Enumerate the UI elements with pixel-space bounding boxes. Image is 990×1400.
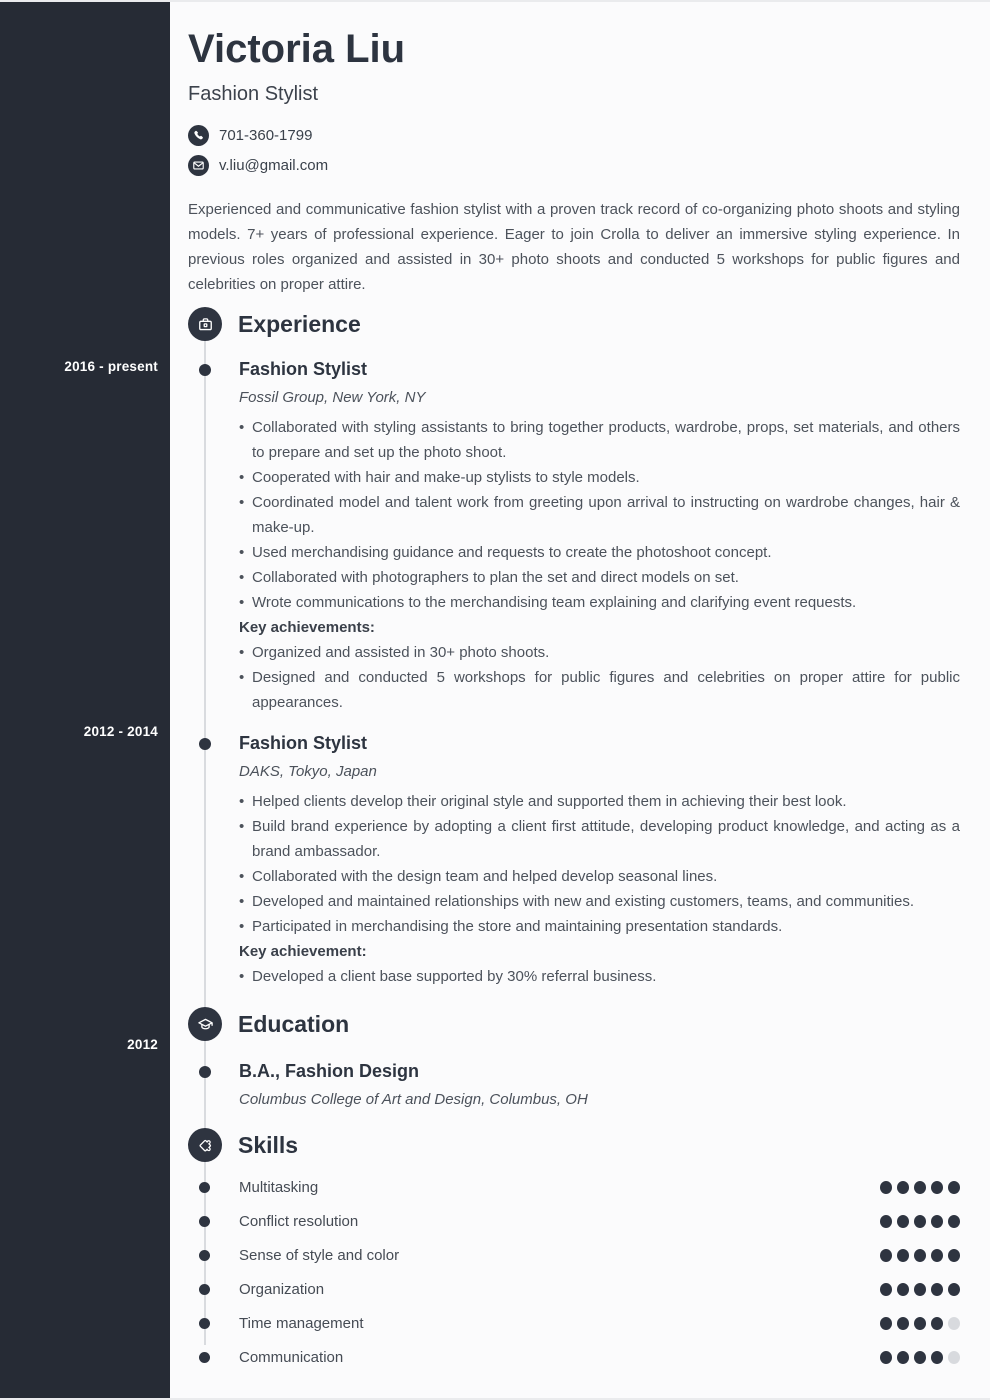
bullet-item: • Helped clients develop their original style and supported them in achieving their best look.: [239, 789, 960, 814]
rating-dot: [931, 1351, 943, 1364]
timeline-dot: [199, 1066, 211, 1078]
skill-row: [188, 1340, 960, 1374]
date-range-job1: 2016 - present: [64, 359, 158, 374]
bullet-item: • Participated in merchandising the store and maintaining presentation standards.: [239, 914, 960, 939]
rating-dot: [880, 1181, 892, 1194]
key-achievements-label: Key achievements:: [239, 619, 375, 636]
rating-dot: [914, 1317, 926, 1330]
rating-dot: [880, 1249, 892, 1262]
skill-label: Multitasking: [239, 1178, 319, 1196]
page-top-edge: [0, 0, 990, 2]
skill-label: Sense of style and color: [239, 1246, 400, 1264]
skill-rating: [880, 1283, 960, 1296]
job-bullet-list: [239, 415, 960, 615]
bullet-item: • Cooperated with hair and make-up stylists to style models.: [239, 465, 960, 490]
email-address: v.liu@gmail.com: [219, 156, 329, 174]
job-achievement-list: [239, 640, 960, 715]
skill-row: [188, 1306, 960, 1340]
rating-dot: [948, 1351, 960, 1364]
phone-row: [188, 124, 960, 146]
rating-dot: [931, 1317, 943, 1330]
person-job-title: Fashion Stylist: [188, 83, 319, 105]
bullet-item: • Build brand experience by adopting a client first attitude, developing product knowledge, and acting as a brand ambassador.: [239, 814, 960, 864]
skill-rating: [880, 1215, 960, 1228]
skill-label: Communication: [239, 1348, 344, 1366]
experience-entry-2: [188, 731, 960, 989]
rating-dot: [897, 1283, 909, 1296]
phone-number: 701-360-1799: [219, 126, 313, 144]
rating-dot: [880, 1283, 892, 1296]
job-company: DAKS, Tokyo, Japan: [239, 763, 377, 780]
education-entry: [188, 1059, 960, 1112]
job-title: Fashion Stylist: [239, 733, 368, 753]
bullet-item: • Developed a client base supported by 30% referral business.: [239, 964, 960, 989]
date-sidebar: [0, 2, 170, 1398]
rating-dot: [897, 1249, 909, 1262]
skill-row: [188, 1272, 960, 1306]
bullet-item: • Collaborated with styling assistants to bring together products, wardrobe, props, set materials, and others to prepare and set up the photo shoot.: [239, 415, 960, 465]
bullet-item: • Designed and conducted 5 workshops for public figures and celebrities on proper attire for public appearances.: [239, 665, 960, 715]
rating-dot: [948, 1283, 960, 1296]
rating-dot: [948, 1181, 960, 1194]
education-section-header: [188, 1007, 960, 1041]
timeline-dot: [199, 738, 211, 750]
timeline-dot: [199, 1284, 210, 1295]
timeline-dot: [199, 1318, 210, 1329]
rating-dot: [948, 1249, 960, 1262]
contact-block: [188, 124, 960, 176]
timeline-dot: [199, 364, 211, 376]
bullet-item: • Collaborated with photographers to plan the set and direct models on set.: [239, 565, 960, 590]
bullet-item: • Wrote communications to the merchandising team explaining and clarifying event requests.: [239, 590, 960, 615]
rating-dot: [914, 1351, 926, 1364]
education-section-title: Education: [238, 1010, 350, 1037]
key-achievements-label: Key achievement:: [239, 943, 367, 960]
rating-dot: [914, 1181, 926, 1194]
experience-section-header: [188, 307, 960, 341]
bullet-item: • Organized and assisted in 30+ photo shoots.: [239, 640, 960, 665]
email-icon: [188, 155, 209, 176]
bullet-item: • Developed and maintained relationships with new and existing customers, teams, and communities.: [239, 889, 960, 914]
puzzle-piece-icon: [188, 1128, 222, 1162]
timeline-dot: [199, 1352, 210, 1363]
job-company: Fossil Group, New York, NY: [239, 389, 426, 406]
bullet-item: • Used merchandising guidance and requests to create the photoshoot concept.: [239, 540, 960, 565]
skill-label: Organization: [239, 1280, 325, 1298]
email-row: [188, 154, 960, 176]
rating-dot: [897, 1317, 909, 1330]
timeline-dot: [199, 1250, 210, 1261]
bullet-item: • Collaborated with the design team and helped develop seasonal lines.: [239, 864, 960, 889]
rating-dot: [931, 1283, 943, 1296]
job-title: Fashion Stylist: [239, 359, 368, 379]
rating-dot: [948, 1317, 960, 1330]
rating-dot: [931, 1215, 943, 1228]
skill-rating: [880, 1249, 960, 1262]
rating-dot: [914, 1215, 926, 1228]
experience-entry-1: [188, 357, 960, 715]
rating-dot: [880, 1317, 892, 1330]
rating-dot: [897, 1351, 909, 1364]
rating-dot: [897, 1215, 909, 1228]
rating-dot: [897, 1181, 909, 1194]
rating-dot: [914, 1283, 926, 1296]
timeline-dot: [199, 1216, 210, 1227]
rating-dot: [931, 1181, 943, 1194]
rating-dot: [948, 1215, 960, 1228]
resume-body: [188, 0, 960, 1374]
skill-row: [188, 1170, 960, 1204]
rating-dot: [914, 1249, 926, 1262]
date-education: 2012: [127, 1037, 158, 1052]
job-achievement-list: [239, 964, 960, 989]
school-name: Columbus College of Art and Design, Columbus, OH: [239, 1091, 588, 1108]
professional-summary: Experienced and communicative fashion stylist with a proven track record of co-organizing photo shoots and styling models. 7+ years of professional experience. Eager to join Crolla to deliver an immersive styling experience. In previous roles organized and assisted in 30+ photo shoots and conducted 5 workshops for public figures and celebrities on proper attire.: [188, 201, 960, 293]
briefcase-icon: [188, 307, 222, 341]
skills-section-header: [188, 1128, 960, 1162]
skill-rating: [880, 1181, 960, 1194]
skill-row: [188, 1238, 960, 1272]
skills-list: [188, 1170, 960, 1374]
date-range-job2: 2012 - 2014: [83, 724, 158, 739]
job-bullet-list: [239, 789, 960, 939]
experience-section-title: Experience: [238, 310, 361, 337]
skill-label: Time management: [239, 1314, 364, 1332]
rating-dot: [880, 1351, 892, 1364]
degree-title: B.A., Fashion Design: [239, 1061, 420, 1081]
rating-dot: [931, 1249, 943, 1262]
rating-dot: [880, 1215, 892, 1228]
skill-label: Conflict resolution: [239, 1212, 359, 1230]
phone-icon: [188, 125, 209, 146]
person-name: Victoria Liu: [188, 27, 406, 71]
skill-rating: [880, 1317, 960, 1330]
bullet-item: • Coordinated model and talent work from greeting upon arrival to instructing on wardrobe changes, hair & make-up.: [239, 490, 960, 540]
graduation-cap-icon: [188, 1007, 222, 1041]
skill-rating: [880, 1351, 960, 1364]
skills-section-title: Skills: [238, 1131, 299, 1158]
skill-row: [188, 1204, 960, 1238]
timeline-dot: [199, 1182, 210, 1193]
